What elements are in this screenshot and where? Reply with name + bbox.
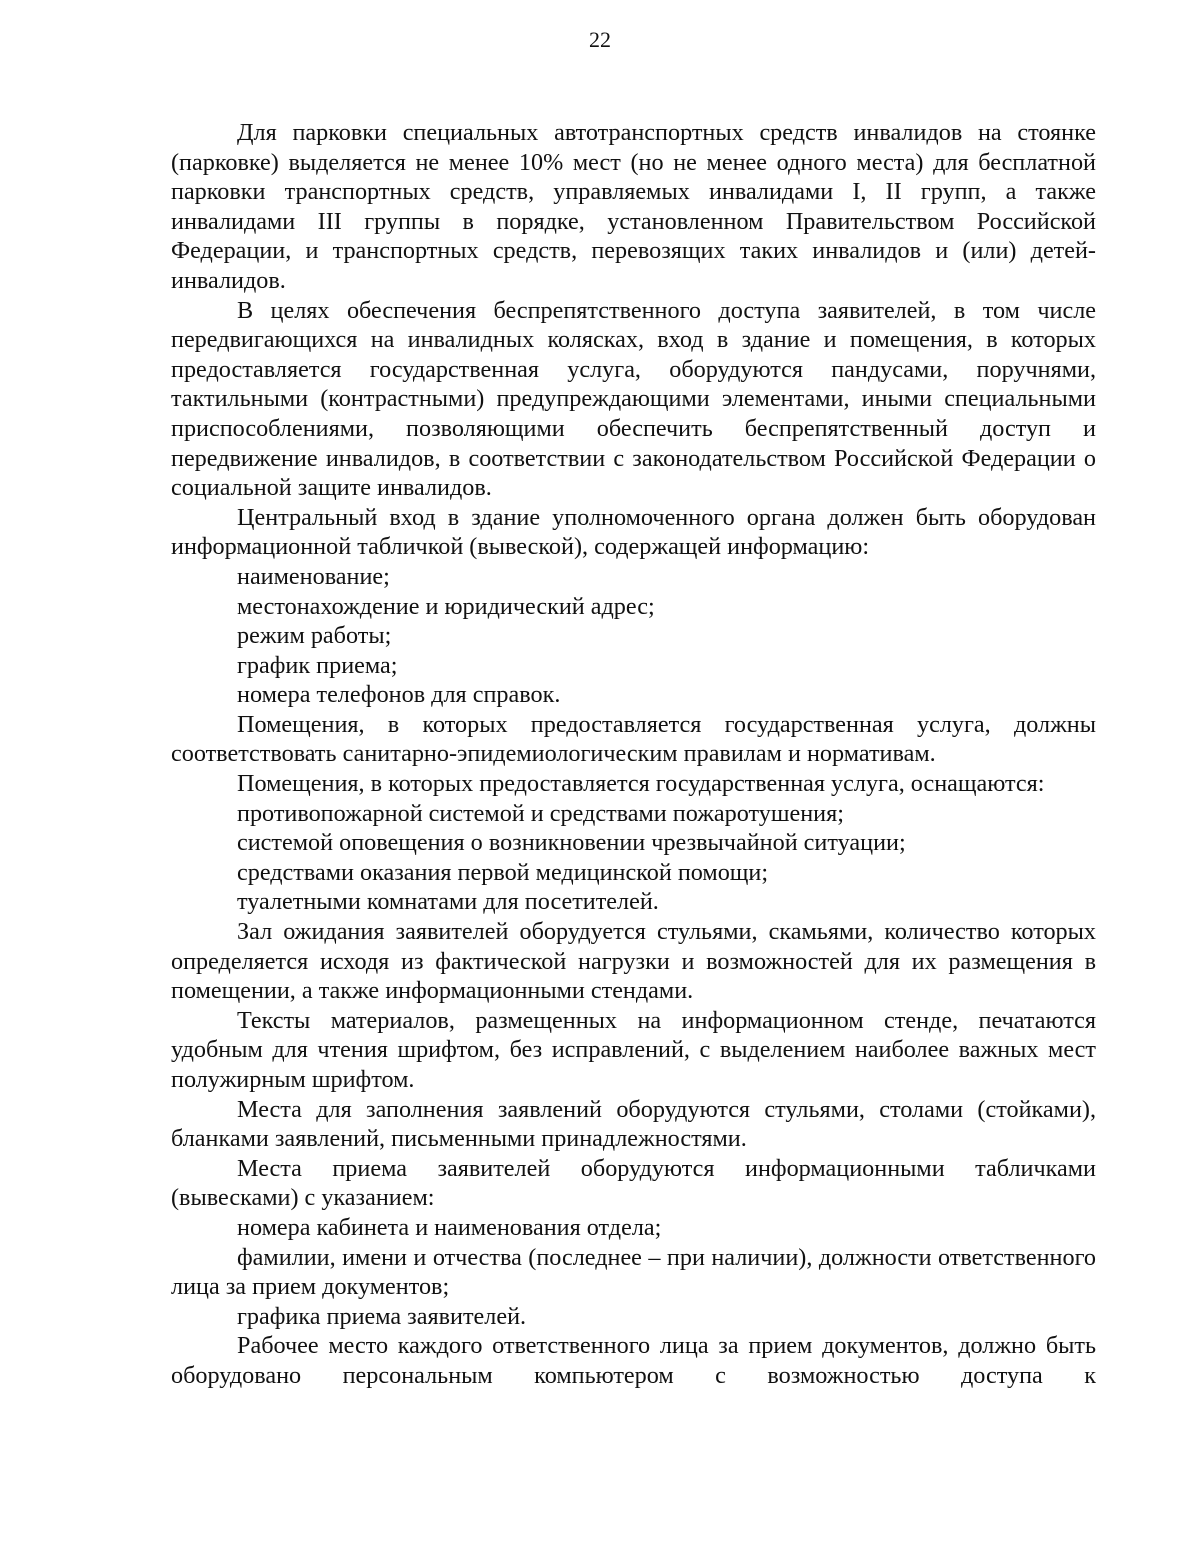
paragraph: Места приема заявителей оборудуются информационными табличками (вывесками) с указанием: (171, 1154, 1096, 1212)
list-item: средствами оказания первой медицинской помощи; (237, 858, 769, 886)
list-item: системой оповещения о возникновении чрезвычайной ситуации; (237, 829, 906, 857)
paragraph: Для парковки специальных автотранспортных средств инвалидов на стоянке (парковке) выделяется не менее 10% мест (но не менее одного места) для бесплатной парковки транспортных средств, управляемых инвалидами I, II групп, а также инвалидами III группы в порядке, установленном Правительством Российской Федерации, и транспортных средств, перевозящих таких инвалидов и (или) детей-инвалидов. (171, 119, 1096, 294)
paragraph: В целях обеспечения беспрепятственного доступа заявителей, в том числе передвигающихся на инвалидных колясках, вход в здание и помещения, в которых предоставляется государственная услуга, оборудуются пандусами, поручнями, тактильными (контрастными) предупреждающими элементами, иными специальными приспособлениями, позволяющими обеспечить беспрепятственный доступ и передвижение инвалидов, в соответствии с законодательством Российской Федерации о социальной защите инвалидов. (171, 296, 1096, 502)
list-item: номера телефонов для справок. (237, 681, 561, 709)
list-item: местонахождение и юридический адрес; (237, 592, 655, 620)
page-number: 22 (589, 27, 611, 52)
paragraph: Центральный вход в здание уполномоченного органа должен быть оборудован информационной табличкой (вывеской), содержащей информацию: (171, 503, 1096, 561)
paragraph: Тексты материалов, размещенных на информационном стенде, печатаются удобным для чтения шрифтом, без исправлений, с выделением наиболее важных мест полужирным шрифтом. (171, 1006, 1096, 1093)
list-item: номера кабинета и наименования отдела; (237, 1213, 662, 1241)
list-item: график приема; (237, 651, 398, 679)
paragraph: Зал ожидания заявителей оборудуется стульями, скамьями, количество которых определяется исходя из фактической нагрузки и возможностей для их размещения в помещении, а также информационными стендами. (171, 918, 1096, 1005)
paragraph: Рабочее место каждого ответственного лица за прием документов, должно быть оборудовано персональным компьютером с возможностью доступа к (171, 1332, 1096, 1389)
paragraph: Помещения, в которых предоставляется государственная услуга, должны соответствовать санитарно-эпидемиологическим правилам и нормативам. (171, 710, 1096, 768)
list-item: режим работы; (237, 622, 392, 650)
list-item: графика приема заявителей. (237, 1302, 527, 1330)
list-item: противопожарной системой и средствами пожаротушения; (237, 799, 844, 827)
paragraph: фамилии, имени и отчества (последнее – при наличии), должности ответственного лица за прием документов; (171, 1243, 1096, 1301)
paragraph: Места для заполнения заявлений оборудуются стульями, столами (стойками), бланками заявлений, письменными принадлежностями. (171, 1095, 1096, 1153)
list-item: наименование; (237, 562, 390, 590)
list-item: туалетными комнатами для посетителей. (237, 888, 659, 916)
body-text (171, 118, 1096, 1391)
paragraph: Помещения, в которых предоставляется государственная услуга, оснащаются: (237, 770, 1045, 798)
